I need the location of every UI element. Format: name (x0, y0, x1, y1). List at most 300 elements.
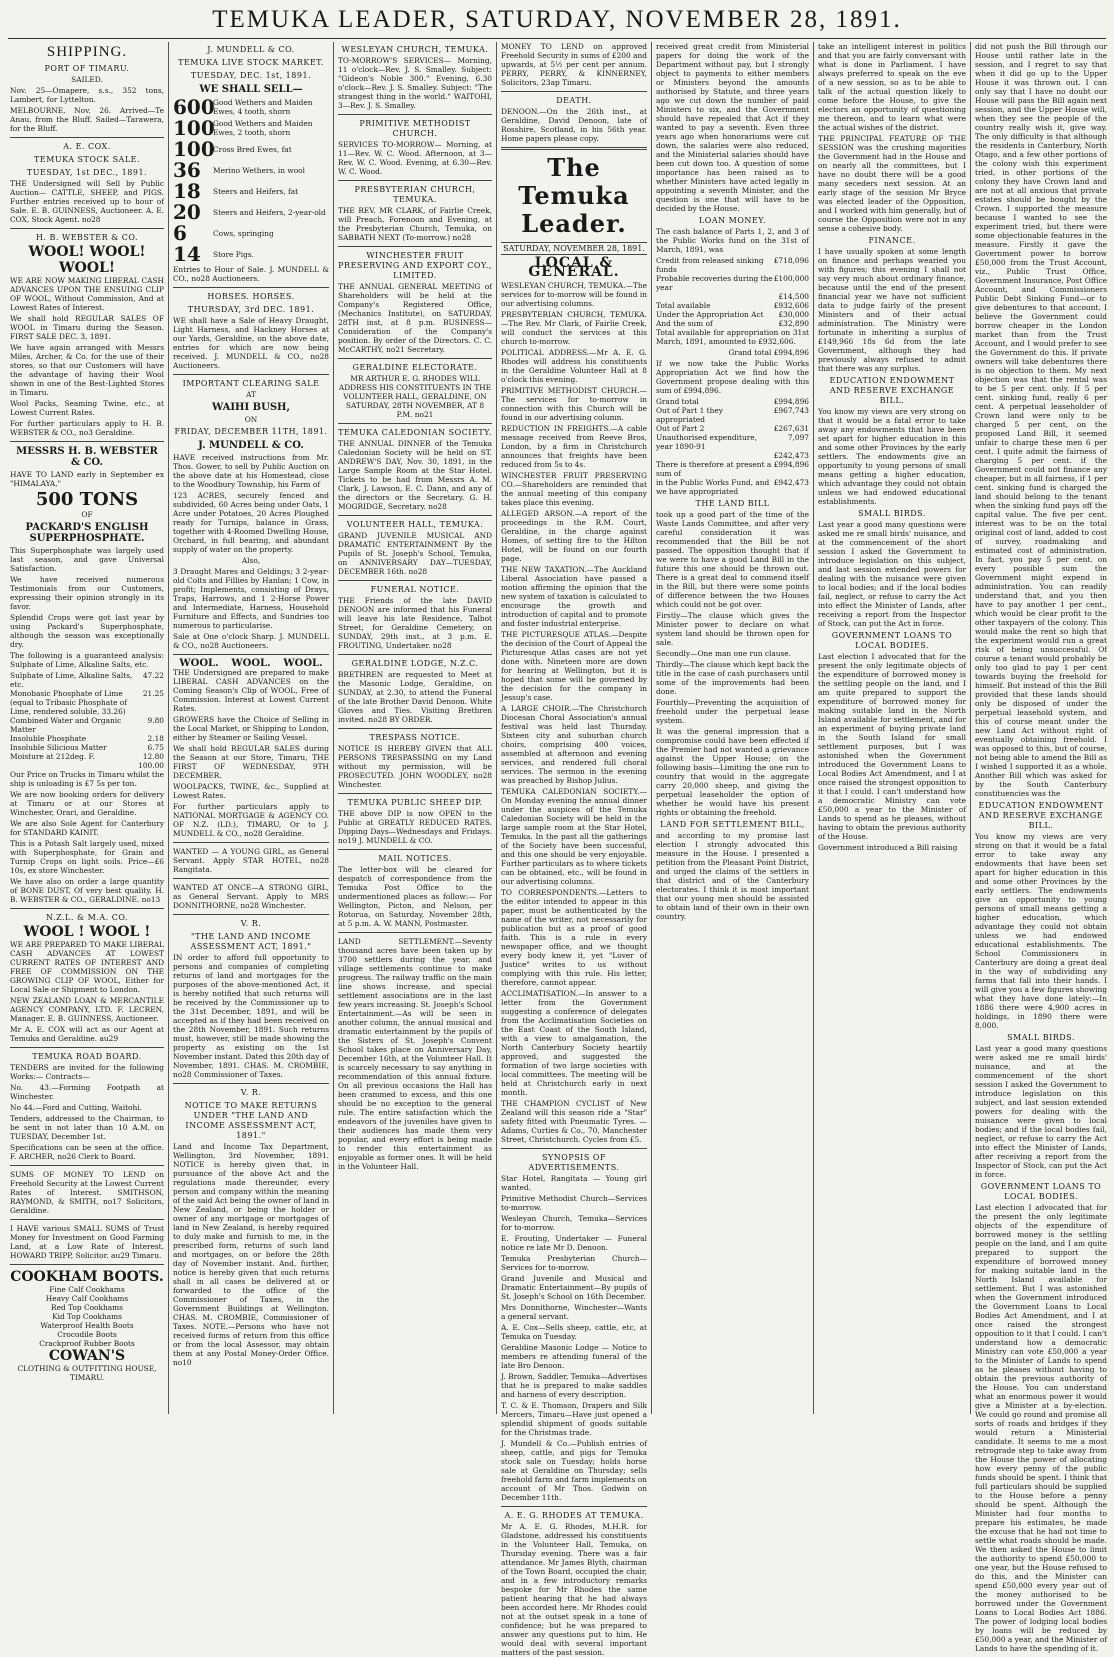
table-cell: Total available (656, 301, 711, 310)
ad-body: TENDERS are invited for the following Works:— Contracts— (10, 1063, 164, 1081)
divider (338, 580, 492, 581)
stock-item (173, 160, 329, 180)
masthead-title: TEMUKA LEADER, SATURDAY, NOVEMBER 28, 1891. (212, 6, 902, 33)
news-paragraph: TEMUKA CALEDONIAN SOCIETY.—On Monday evening the annual dinner under the auspices of the Temuka Caledonian Society will be held in the large sample room at the Star Hotel, Temuka. In the past all the gatherings of the Society have been successful, and this one should be very enjoyable. Further particulars as to where tickets can be obtained, etc., will be found in our advertising columns. (501, 787, 647, 886)
news-paragraph: LAND SETTLEMENT.—Seventy thousand acres have been taken up by 3700 settlers during the year, and village settlements continue to make progress. The railway traffic on the main line shows increase, and special settlement associations are in the last few years increasing. St. Joseph's School Entertainment.—As will be seen in another column, the annual musical and dramatic entertainment by the pupils of the Sisters of St. Joseph's Convent School takes place on Anniversary Day, December 16th, at the Volunteer Hall. It is scarcely necessary to say anything in recommendation of this annual fixture. On all previous occasions the Hall has been crammed to excess, and this one should be no exception to the general rule. The entire satisfaction which the endeavors of the juveniles have given to their audiences has made them very popular, and every effort is being made to render this entertainment as enjoyable as former ones. It will be held in the Volunteer Hall. (338, 937, 492, 1171)
ad-heading: PRIMITIVE METHODIST CHURCH. (359, 119, 471, 138)
news-paragraph: ACCLIMATISATION.—In answer to a letter from the Government suggesting a conference of delegates from the Acclimatisation Societies on the East Coast of the South Island, with a view to amalgamation, the North Canterbury Society heartily approved, and suggested the formation of two large societies with local committees. The meeting will be held at Christchurch early in next month. (501, 989, 647, 1097)
section-heading: SMALL BIRDS. (1007, 1033, 1075, 1042)
divider (173, 842, 329, 843)
divider (173, 914, 329, 915)
table-cell: £994,896 (773, 460, 809, 469)
news-paragraph: THE PICTURESQUE ATLAS.—Despite the decision of the Court of Appeal the Picturesque Atlas cases are not yet done with. Nineteen more are down for hearing at Wellington, but it is hoped that some will be governed by the decision for the company in Jessup's case. (501, 630, 647, 702)
list-item: Star Hotel, Rangitata — Young girl wanted. (501, 1174, 647, 1192)
table-cell (10, 761, 138, 770)
table-cell: 47.22 (142, 671, 164, 680)
column-rule (813, 42, 814, 1414)
section-heading: LAND FOR SETTLEMENT BILL, (660, 820, 805, 829)
ad-body: WOOLPACKS, TWINE, &c., Supplied at Lowest Rates. (173, 782, 329, 800)
divider (338, 728, 492, 729)
ad-body: Land and Income Tax Department, Wellington, 3rd November, 1891. NOTICE is hereby given that, in pursuance of the above Act and the regulations made thereunder, every person and company within the meaning of the said Act being the owner of land in New Zealand, or being the holder or owner of any mortgage or mortgages of land in New Zealand, is hereby required to duly make and furnish to me, in the prescribed form, returns of such land and mortgages, on or before the 28th day of November instant. And, further, notice is hereby given that such returns shall in all cases be delivered at or forwarded to the office of the Commissioner of Taxes, in the Government Buildings at Wellington. CHAS. M. CROMBIE, Commissioner of Taxes. NOTE.—Persons who have not received forms of return from this office or from the local Assessor, may obtain them at any Postal Money-Order Office. no10 (173, 1142, 329, 1367)
news-paragraph: Thirdly—The clause which kept back the title in the case of cash purchasers until some of the improvements had been done. (656, 660, 809, 696)
of-label: OF (81, 510, 93, 519)
cookham-heading: COOKHAM BOOTS. (10, 1269, 164, 1285)
list-item: Red Top Cookhams (51, 1303, 123, 1312)
shipping-item: MELBOURNE, Nov. 26. Arrived—Te Anau, from the Bluff. Sailed—Tarawera, for the Bluff. (10, 106, 164, 133)
table-cell: 9.80 (147, 716, 164, 725)
ad-heading: TEMUKA PUBLIC SHEEP DIP. (347, 798, 483, 807)
news-paragraph: THE CHAMPION CYCLIST of New Zealand will this season ride a "Star" safety fitted with Pneumatic Tyres. — Adams, Curties & Co., 70, Manchester Street, Christchurch. Cycles from £5. (501, 1099, 647, 1144)
stock-desc: Good Wethers and Maiden Ewes, 4 tooth, shorn (213, 98, 313, 116)
ad-body: THE ANNUAL GENERAL MEETING of Shareholders will be held at the Company's Registered Office, (Mechanics Institute), on SATURDAY, 28TH inst, at 8 p.m. BUSINESS— Consideration of the Company's position. By order of the Directors. C. C. McCARTHY, no21 Secretary. (338, 282, 492, 354)
ad-body: This Superphosphate was largely used last season, and gave Universal Satisfaction. (10, 546, 164, 573)
shipping-heading: SHIPPING. (46, 44, 128, 60)
paper-title: The Temuka Leader. (518, 153, 630, 238)
table-cell: 21.25 (142, 689, 164, 698)
ad-date: TUESDAY, DEC. 1st, 1891. (190, 71, 312, 80)
table-cell: Under the Appropriation Act (656, 310, 764, 319)
stock-item (173, 97, 329, 117)
table-row (10, 761, 164, 770)
table-cell: £932,606 (773, 301, 809, 310)
news-paragraph: If we now take the Public Works Appropriation Act we find how the Government propose dealing with this sum of £994,896. (656, 359, 809, 395)
divider (10, 908, 164, 909)
news-paragraph: You know my views are very strong on that it would be a fatal error to take away any endowments that have been set apart for higher education in this and some other Provinces by the early settlers. The endowments give an opportunity to young persons of small means getting a higher education, which advantage they could not obtain unless we had endowed educational establishments. The School Commissioners in Canterbury are doing a great deal in the way of subdividing any farms that fall into their hands. I will give you a few figures showing what they have done lately:—In 1886 there were 4,900 acres in holdings, in 1890 there were 8,000. (975, 832, 1107, 1030)
ad-body: We shall hold REGULAR SALES OF WOOL in Timaru during the Season. FIRST SALE DEC. 3, 1891. (10, 314, 164, 341)
table-cell: Sulphate of Lime, Alkaline Salts, etc. (10, 671, 133, 689)
list-item: Waterproof Health Boots (40, 1321, 134, 1330)
ad-body: We have received numerous Testimonials from our Customers, expressing their opinion strongly in its favor. (10, 575, 164, 611)
table-cell: £267,631 (773, 424, 809, 433)
ad-body: THE Undersigned will Sell by Public Auction— CATTLE, SHEEP, and PIGS. Further entries received up to hour of Sale. E. B. GUINNESS, Auctioneer. A. E. COX, Stock Agent. no28 (10, 179, 164, 224)
divider (338, 114, 492, 115)
wool-banner: WOOL! WOOL! WOOL! (28, 244, 146, 276)
table-cell: £242,473 (773, 451, 809, 460)
column-rule (970, 42, 971, 1414)
ad-body: We shall hold REGULAR SALES during the Season at our Store, Timaru, THE FIRST OF WEDNESDAY, 9TH DECEMBER. (173, 744, 329, 780)
port-heading: PORT OF TIMARU. (44, 64, 130, 73)
news-paragraph: and according to my promise last election I strongly advocated this measure in the House. I presented a petition from the Pleasant Point District, and urged the claims of the settlers in that district and of the Canterbury electorates. I think it is most important that our young men should be assisted to obtain land of their own in their own country. (656, 831, 809, 921)
ad-body: We have again arranged with Messrs Miles, Archer, & Co. for the use of their stores, so that our Customers will have the advantage of having their Wool shown in one of the Best-Lighted Stores in Timaru. (10, 343, 164, 397)
stock-count: 14 (173, 242, 201, 266)
list-item: Kid Top Cookhams (52, 1312, 122, 1321)
ad-heading: WE SHALL SELL— (199, 84, 303, 95)
column-6 (818, 42, 966, 1414)
news-paragraph: TO CORRESPONDENTS.—Letters to the editor intended to appear in this paper, must be authenticated by the name of the writer, not necessarily for publication but as a proof of good faith. This is a rule in every newspaper office, and we thought every body knew it, yet "Lover of Justice" writes to us without complying with this rule. His letter, therefore, cannot appear. (501, 888, 647, 987)
stock-desc: Cows, springing (213, 228, 274, 238)
royal-cipher: V. R. (240, 1088, 262, 1097)
divider (173, 654, 329, 655)
divider (338, 246, 492, 247)
list-item: Crackproof Rubber Boots (39, 1339, 135, 1348)
table-cell: Moisture at 212deg. F. (10, 752, 95, 761)
table-cell: 2.18 (147, 734, 164, 743)
news-paragraph: Last year a good many questions were asked me re small birds' nuisance, and at the commencement of the short session I asked the Government to introduce legislation on this subject, and last session extended powers for dealing with the nuisance were given to local bodies; and if the local bodies fail, neglect, or refuse to carry the Act into effect the Minister of Lands, after receiving a report from the Inspector of Stock, can put the Act in force. (975, 1044, 1107, 1179)
wool-label: WOOL. (179, 658, 219, 669)
stock-count: 600 (173, 95, 215, 119)
news-paragraph: take an intelligent interest in politics and that you are fairly conversant with what is done in Parliament. I have always preferred to speak on the eve of a new session, so as to be able to talk of the actual question likely to come before the House, to give the electors an opportunity of questioning me thereon, and to learn what were the actual wishes of the district. (818, 42, 966, 132)
ad-body: BRETHREN are requested to Meet at the Masonic Lodge, Geraldine, on SUNDAY, at 2.30, to attend the Funeral of the late Brother David Denoon. White Gloves and Ties. Visiting Brethren invited. no28 BY ORDER. (338, 670, 492, 724)
divider (338, 932, 492, 933)
table-cell: in the Public Works Fund, and we have appropriated (656, 478, 770, 496)
table-cell: £100,000 (773, 274, 809, 283)
table-cell: 100.00 (138, 761, 164, 770)
stock-count: 100 (173, 116, 215, 140)
news-paragraph: Total available for appropriation on 31st March, 1891, amounted to £932,606. (656, 328, 809, 346)
list-item: Fine Calf Cookhams (49, 1285, 125, 1294)
ad-date: TUESDAY, 1st DEC., 1891. (26, 168, 148, 177)
table-cell: £942,473 (773, 478, 809, 487)
cowan-heading: COWAN'S (48, 1348, 126, 1364)
sailed-label: SAILED. (71, 75, 103, 84)
ad-heading: TRESPASS NOTICE. (369, 733, 461, 742)
column-4 (501, 42, 647, 1657)
ad-date: THURSDAY, 3rd DEC. 1891. (187, 305, 315, 314)
ad-body: IN order to afford full opportunity to persons and companies of completing returns of land and mortgages for the purposes of the above-mentioned Act, it is hereby notified that such returns will be received by the Commissioner up to the 31st December, 1891, and will be accepted as if they had been received on the 28th November, 1891. Such returns must, however, still be made showing the property as existing on the 1st November instant. Dated this 20th day of November, 1891. CHAS. M. CROMBIE, no28 Commissioner of Taxes. (173, 953, 329, 1079)
table-row (656, 397, 809, 406)
column-rule (168, 42, 169, 1414)
ad-body: WE shall have a Sale of Heavy Draught, Light Harness, and Hackney Horses at our Yards, Geraldine, on the above date, entries for which are now being received. J. MUNDELL & CO., no28 Auctioneers. (173, 316, 329, 370)
table-row (10, 743, 164, 752)
table-row (656, 460, 809, 478)
news-paragraph: A LARGE CHOIR.—The Christchurch Diocesan Choral Association's annual festival was held last Thursday. Sixteen city and suburban church choirs, comprising 400 voices, assembled at afternoon and evening services, and rendered full choral services. The sermon in the evening was preached by Bishop Julius. (501, 704, 647, 785)
column-7 (975, 42, 1107, 1653)
table-cell: £32,890 (778, 319, 809, 328)
stock-count: 20 (173, 200, 201, 224)
table-cell: £30,000 (778, 310, 809, 319)
wool-label: WOOL. (283, 658, 323, 669)
news-paragraph: received great credit from Ministerial papers for doing the work of the Department without pay, but I strongly object to payments to either members or Ministers beyond the amounts authorised by Statute, and three years ago we cut down the number of paid Ministers to six, and the Government should have repealed that Act if they wanted to pay a seventh. Even three years ago when honorariums were cut down, the salaries were also reduced, and the Ministerial salaries should have been cut down too. A question of some importance has been raised as to whether Ministers have acted legally in appointing a seventh Minister, and the question is one that will have to be decided by the House. (656, 42, 809, 213)
news-paragraph: PRESBYTERIAN CHURCH, TEMUKA.—The Rev. Mr Clark, of Fairlie Creek, will conduct the services at this church to-morrow. (501, 310, 647, 346)
divider (10, 137, 164, 138)
table-cell: Combined Water and Organic Matter (10, 716, 122, 734)
table-cell: Credit from released sinking funds (656, 256, 764, 274)
table-row (656, 406, 809, 424)
ad-heading: NOTICE TO MAKE RETURNS UNDER "THE LAND AND INCOME ASSESSMENT ACT, 1891." (184, 1101, 318, 1140)
ad-body: Specifications can be seen at the office. F. ARCHER, no26 Clerk to Board. (10, 1143, 164, 1161)
table-row (656, 478, 809, 496)
news-paragraph: You know my views are very strong on that it would be a fatal error to take away any endowments that have been set apart for higher education in this and some other Provinces by the early settlers. The endowments give an opportunity to young persons of small means getting a higher education, which advantage they could not obtain unless we had endowed educational establishments. (818, 407, 966, 506)
ad-body: HAVE TO LAND early in September ex "HIMALAYA," (10, 470, 164, 488)
ad-body: Splendid Crops were got last year by using Packard's Superphosphate, although the season was exceptionally dry. (10, 613, 164, 649)
stock-item (173, 118, 329, 138)
ad-heading: WESLEYAN CHURCH, TEMUKA. (341, 45, 489, 54)
table-row (656, 274, 809, 292)
ad-body: NOTICE IS HEREBY GIVEN that ALL PERSONS TRESPASSING on my Land without my permission, will be PROSECUTED. JOHN WOODLEY, no28 Winchester. (338, 744, 492, 789)
ad-body: For further particulars apply to H. B. WEBSTER & CO., no3 Geraldine. (10, 419, 164, 437)
news-paragraph: POLITICAL ADDRESS.—Mr A. E. G. Rhodes will address his constituents in the Geraldine Volunteer Hall at 8 o'clock this evening. (501, 348, 647, 384)
divider (10, 228, 164, 229)
ad-body: We have also on order a large quantity of BONE DUST, Of very best quality. H. B. WEBSTER & CO., GERALDINE. no13 (10, 877, 164, 904)
ad-body: WANTED AT ONCE—A STRONG GIRL, as General Servant. Apply to MRS DONNITHORNE, no28 Winchester. (173, 883, 329, 910)
ad-heading: "THE LAND AND INCOME ASSESSMENT ACT, 1891." (190, 932, 312, 951)
ad-body: Tenders, addressed to the Chairman, to be sent in not later than 10 A.M. on TUESDAY, December 1st. (10, 1114, 164, 1141)
list-item: Primitive Methodist Church—Services to-morrow. (501, 1194, 647, 1212)
table-cell: There is therefore at present a sum of (656, 460, 772, 478)
divider (10, 1264, 164, 1265)
table-row (656, 292, 809, 301)
advertiser-header: MESSRS H. B. WEBSTER & CO. (16, 446, 158, 468)
table-cell: Unauthorised expenditure, year 1890-91 (656, 433, 757, 451)
section-heading: THE LAND BILL (695, 499, 770, 508)
news-paragraph: Mr A. E. G. Rhodes, M.H.R. for Gladstone, addressed his constituents in the Volunteer Hall, Temuka, on Thursday evening. There was a fair attendance. Mr James Blyth, chairman of the Town Board, occupied the chair, and in a few introductory remarks bespoke for Mr Rhodes the same patient hearing that he had always been accorded here. Mr Rhodes could not at the outset speak in a tone of confidence; but he was prepared to answer any questions put to him. He would deal with several important matters of the past session. (501, 1522, 647, 1657)
section-heading: EDUCATION ENDOWMENT AND RESERVE EXCHANGE BILL. (978, 801, 1104, 830)
ad-heading: MAIL NOTICES. (378, 854, 452, 863)
paper-dateline: SATURDAY, NOVEMBER 28, 1891. (501, 242, 647, 255)
divider (10, 1219, 164, 1220)
ad-heading: HORSES. HORSES. (207, 292, 295, 301)
ad-heading: DEATH. (556, 96, 592, 105)
divider (501, 1506, 647, 1507)
appropriation-table (656, 397, 809, 496)
news-paragraph: Government introduced a Bill raising (818, 843, 958, 852)
news-paragraph: took up a good part of the time of the Waste Lands Committee, and after very careful consideration it was recommended that the Bill be not passed. The opposition thought that if we were to have a good Land Bill in the future this one should be thrown out. There is a great deal to commend itself in the Bill, but there were some points of difference between the two Houses which could not be got over. (656, 510, 809, 609)
section-heading: EDUCATION ENDOWMENT AND RESERVE EXCHANGE BILL. (829, 376, 955, 405)
table-cell: And the sum of (656, 319, 713, 328)
divider (338, 849, 492, 850)
table-cell: 12.80 (142, 752, 164, 761)
ad-heading: FUNERAL NOTICE. (370, 585, 460, 594)
list-item: T. C. & E. Thomson, Drapers and Silk Mercers, Timaru—Have just opened a splendid shipment of goods suitable for the Christmas trade. (501, 1401, 647, 1437)
ad-body: THE Friends of the late DAVID DENOON are informed that his Funeral will leave his late Residence, Talbot Street, for Geraldine Cemetery, on SUNDAY, 29th inst., at 3 p.m. E. FROUTING, Undertaker. no28 (338, 596, 492, 650)
list-item: J. Brown, Saddler, Temuka—Advertises that he is prepared to make saddles and harness of every description. (501, 1372, 647, 1399)
ad-body: GRAND JUVENILE MUSICAL AND DRAMATIC ENTERTAINMENT By the Pupils of St. Joseph's School, Temuka, on ANNIVERSARY DAY—TUESDAY, DECEMBER 16th. no28 (338, 531, 492, 576)
column-2 (173, 42, 329, 1414)
divider (10, 1165, 164, 1166)
table-row (656, 319, 809, 328)
table-row (656, 256, 809, 274)
table-row (656, 301, 809, 310)
ad-body: 3 Draught Mares and Geldings; 3 2-year-old Colts and Fillies by Hanlan; 1 Cow, in profit; Implements, consisting of Drays, Traps, Harrows, and 1 2-Horse Power and Intermediate, Harness, Household Furniture and Effects, and Sundries too numerous to particularise. (173, 567, 329, 630)
divider (338, 793, 492, 794)
table-cell: £718,096 (773, 256, 809, 265)
advertiser-header: J. MUNDELL & CO. (198, 440, 304, 451)
ad-heading: TEMUKA LIVE STOCK MARKET. (178, 58, 324, 67)
news-paragraph: It was the general impression that a compromise could have been effected if the Premier had not wanted a grievance against the Upper House; on the following basis—Limiting the one run to country that would in the aggregate carry 20,000 sheep, and giving the perpetual leaseholder the option of whether he would have his present rights or obtaining the freehold. (656, 727, 809, 817)
ad-body: CLOTHING & OUTFITTING HOUSE, TIMARU. (17, 1364, 157, 1382)
ad-body: GROWERS have the Choice of Selling in the Local Market, or Shipping to London, either by Steamer or Sailing Vessel. (173, 715, 329, 742)
ad-body: WE ARE NOW MAKING LIBERAL CASH ADVANCES UPON THE ENSUING CLIP OF WOOL, Without Commission, And at Lowest Rates of Interest. (10, 276, 164, 312)
ad-heading: VOLUNTEER HALL, TEMUKA. (346, 520, 484, 529)
divider (501, 1148, 647, 1149)
wool-label: WOOL. (231, 658, 271, 669)
ad-body: SUMS OF MONEY TO LEND on Freehold Security at the Lowest Current Rates of Interest. SMITHSON, RAYMOND, & SMITH, no17 Solicitors, Geraldine. (10, 1170, 164, 1215)
ad-body: This is a Potash Salt largely used, mixed with Superphosphate, for Grain and Turnip Crops on light soils. Price—£6 10s, ex store Winchester. (10, 839, 164, 875)
stock-item (173, 202, 329, 222)
table-row (10, 716, 164, 734)
news-paragraph: Last election I advocated that for the present the only legitimate objects of the expenditure of borrowed money is the settling people on the land, and I am quite prepared to support the expenditure of borrowed money for making suitable land in the North Island available for settlement, and for an experiment of buying private land in the South Island for small settlement purposes, but I was astonished when the Government introduced the Government Loans to Local Bodies Act Amendment, and I at once raised the strongest opposition to it that I could. I can't understand how a democratic Ministry can vote £50,000 a year to the Minister of Lands to spend as he pleases, without having to obtain the previous authority of the House. (818, 652, 966, 841)
table-row (10, 689, 164, 716)
advertiser-header: N.Z.L. & M.A. CO. (46, 913, 128, 922)
divider (501, 91, 647, 92)
table-row (10, 734, 164, 743)
ad-body: For further particulars apply to NATIONAL MORTGAGE & AGENCY CO. OF N.Z. (LD.), TIMARU, Or to J. MUNDELL & CO., no28 Geraldine. (173, 802, 329, 838)
table-row (656, 310, 809, 319)
ad-body: Entries to Hour of Sale. J. MUNDELL & CO., no28 Auctioneers. (173, 265, 329, 283)
ad-body: Sale at One o'clock Sharp. J. MUNDELL & CO., no28 Auctioneers. (173, 632, 329, 650)
table-row (656, 424, 809, 433)
ad-body: TO-MORROW'S SERVICES— Morning, 11 o'clock—Rev. J. S. Smalley. Subject: "Gideon's Noble 300." Evening, 6.30 o'clock—Rev. J. S. Smalley. Subject: "The strangest thing in the world." WAITOHI, 3—Rev. J. S. Smalley. (338, 56, 492, 110)
news-paragraph: PRIMITIVE METHODIST CHURCH.—The services for to-morrow in connection with this Church will be found in our advertising column. (501, 386, 647, 422)
ad-body: WANTED — A YOUNG GIRL, as General Servant. Apply STAR HOTEL, no28 Rangitata. (173, 847, 329, 874)
divider (338, 654, 492, 655)
stock-desc: Cross Bred Ewes, fat (213, 144, 292, 154)
section-heading: LOAN MONEY. (698, 216, 767, 225)
ad-heading: IMPORTANT CLEARING SALE (182, 379, 320, 388)
news-paragraph: WESLEYAN CHURCH, TEMUKA.—The services for to-morrow will be found in our advertising columns. (501, 281, 647, 308)
ad-body: Wool Packs, Seaming Twine, etc., at Lowest Current Rates. (10, 399, 164, 417)
loan-table (656, 256, 809, 328)
divider (173, 287, 329, 288)
ad-body: MR ARTHUR E. G. RHODES WILL ADDRESS HIS CONSTITUENTS IN THE VOLUNTEER HALL, GERALDINE, ON SATURDAY, 28TH NOVEMBER, AT 8 P.M. no21 (338, 374, 492, 419)
ad-heading: GERALDINE ELECTORATE. (352, 363, 478, 372)
packard-heading: PACKARD'S ENGLISH SUPERPHOSPHATE. (25, 522, 149, 544)
list-item: Heavy Calf Cookhams (45, 1294, 129, 1303)
ad-body: THE REV. MR CLARK, of Fairlie Creek, will Preach, Forenoon and Evening, at the Presbyterian Church, Temuka, on SABBATH NEXT (To-morrow.) no28 (338, 206, 492, 242)
section-heading: FINANCE. (868, 236, 916, 245)
ad-heading: TEMUKA CALEDONIAN SOCIETY. (338, 428, 492, 437)
divider (173, 878, 329, 879)
section-heading: A. E. G. RHODES AT TEMUKA. (504, 1511, 644, 1520)
column-rule (496, 42, 497, 1414)
wool-banner: WOOL ! WOOL ! (23, 924, 151, 940)
stock-desc: Good Wethers and Maiden Ewes, 2 tooth, shorn (213, 119, 313, 137)
advertiser-header: A. E. COX. (63, 142, 111, 151)
news-paragraph: Firstly—The clause which gives the Minister power to declare on what system land should be thrown open for sale. (656, 611, 809, 647)
table-cell: £994,896 (773, 397, 809, 406)
ad-body: The letter-box will be cleared for despatch of correspondence from the Temuka Post Office to the undermentioned places as follow:— For Wellington, Picton, and Nelson, per Rotorua, on Saturday, November 28th, at 5 p.m. A. W. MANN, Postmaster. (338, 865, 492, 928)
news-paragraph: I have usually spoken at some length on finance and perhaps wearied you with figures; this evening I shall not say very much about ordinary finance, because until the end of the present financial year we have not sufficient data to judge fairly of the present Ministers and of their actual administration. The Ministry were fortunate in inheriting a surplus of £149,966 18s 6d from the late Government, although they had previously always refused to admit that there was any surplus. (818, 247, 966, 373)
ad-heading: GERALDINE LODGE, N.Z.C. (351, 659, 479, 668)
stock-desc: Steers and Heifers, fat (213, 186, 299, 196)
stock-desc: Steers and Heifers, 2-year-old (213, 207, 326, 217)
ad-body: Mr A. E. COX will act as our Agent at Temuka and Geraldine. au29 (10, 1025, 164, 1043)
divider (10, 441, 164, 442)
table-cell: Grand total (656, 397, 699, 406)
news-paragraph: Secondly—One man one run clause. (656, 649, 792, 658)
table-cell: Out of Part 2 (656, 424, 705, 433)
ad-body: THE Undersigned are prepared to make LIBERAL CASH ADVANCES on the Coming Season's Clip of WOOL, Free of Commission. Interest at Lowest Current Rates. (173, 668, 329, 713)
column-3 (338, 42, 492, 1414)
ad-label: ON (244, 415, 258, 424)
news-paragraph: THE PRINCIPAL FEATURE OF THE SESSION was the crushing majorities the Government had in the House and on nearly all the committees, but I have no doubt there will be a good many seceders next session. At an early stage of the session Mr Bryce was elected leader of the Opposition, and I worked with him generally, but of course the Opposition were not in any sense a cohesive body. (818, 134, 966, 233)
section-heading: SMALL BIRDS. (858, 509, 926, 518)
divider (10, 1047, 164, 1048)
news-paragraph: did not push the Bill through our House until rather late in the session, and I regret to say that when it did go up to the Upper House it was thrown out. I can only say that I have no doubt our House will pass the Bill again next session, and the Upper House will, when they see the people of the country really wish it, give way. The only difficulty is that although the residents in Canterbury, North Otago, and a few other portions of the colony wish this experiment tried, in other portions of the colony they have Crown land and are not at all anxious that private estates should be bought by the Crown. I supported the measure because I wanted to see the experiment tried, but there were some objectionable features in the measure. Firstly it gave the Government power to borrow £50,000 from the Trust Account, viz., Public Trust Office, Government Insurance, Post Office Account, and Commissioners Public Debt Sinking Fund—or to give debentures to that account. I believe the Government could borrow cheaper in the London market than from the Trust Account, and I would prefer to see the Government do this. If private owners will take debentures there is no objection to them. My next objection was that the rental was to be 5 per cent. only. If 5 per cent. sinking fund, really 6 per cent. A perpetual leaseholder of Crown land were only to be charged 5 per cent, on the proposed Land Bill, it seemed unfair to charge these men 6 per cent. I quite admit the fairness of charging 5 per cent. if the Government could not finance any cheaper, but in all fairness, if 1 per cent. sinking fund is charged the land should belong to the tenant when the sinking fund pays off the capital value. The five per cent. interest was to be on the total original cost of land, added to cost of survey, roadmaking and estimated cost of administration. In fact, you pay 5 per cent. on every possible sum the Government might expend in administration. You can readily understand that, and you then have to pay another 1 per cent., which would be clear profit to the other taxpayers of the colony. This would make the rent so high that the experiment would run a great risk of being unsuccessful. Of course a tenant would probably be only too glad to pay 1 per cent towards buying the freehold for himself. But instead of this the Bill provided that these lands should only be disposed of under the perpetual leasehold system, and this of course meant under the new Land Act without right of eventually obtaining freehold. I was opposed to this, but of course, not being able to amend the Bill as I wished I supported it as a whole. Another Bill which was asked for by the South Canterbury constituencies was the (975, 42, 1107, 798)
news-paragraph: WINCHESTER FRUIT PRESERVING CO.—Shareholders are reminded that the annual meeting of this company takes place this evening. (501, 471, 647, 507)
table-cell (656, 451, 774, 460)
ad-body: MONEY TO LEND on approved Freehold Security in sums of £200 and upwards, at 5½ per cent per annum. PERRY, PERRY, & KINNERNEY, Solicitors, 23ap Timaru. (501, 42, 647, 87)
stock-item (173, 244, 329, 264)
table-cell: Out of Part 1 they appropriated (656, 406, 723, 424)
divider (338, 423, 492, 424)
ad-body: No 44.—Ford and Cutting, Waitohi. (10, 1103, 142, 1112)
column-1 (10, 42, 164, 1414)
list-item: Wesleyan Church, Temuka—Services for to-morrow. (501, 1214, 647, 1232)
ad-body: We are now booking orders for delivery at Timaru or at our Stores at Winchester, Orari, and Geraldine. (10, 790, 164, 817)
ad-body: 123 ACRES, securely fenced and subdivided, 60 Acres being under Oats, 1 Acre under Potatoes, 20 Acres Ploughed ready for Turnips, balance in Grass, together with 4-Roomed Dwelling House, Orchard, in full bearing, and abundant supply of water on the property. (173, 491, 329, 554)
list-item: Mrs Donnithorne, Winchester—Wants a general servant. (501, 1303, 647, 1321)
ad-body: Our Price on Trucks in Timaru whilst the ship is unloading is £7 5s per ton. (10, 770, 164, 788)
news-paragraph: The cash balance of Parts 1, 2, and 3 of the Public Works fund on the 31st of March, 1891, was (656, 227, 809, 254)
table-row (10, 671, 164, 689)
table-row (656, 451, 809, 460)
ad-heading: PRESBYTERIAN CHURCH, TEMUKA. (354, 185, 476, 204)
stock-item (173, 139, 329, 159)
stock-count: 18 (173, 179, 201, 203)
advertiser-header: H. B. WEBSTER & CO. (35, 233, 139, 242)
stock-desc: Store Pigs. (213, 249, 254, 259)
shipping-item: Nov. 25—Omapere, s.s., 352 tons, Lambert, for Lyttelton. (10, 86, 164, 104)
ad-heading: WINCHESTER FRUIT PRESERVING AND EXPORT COY., LIMITED. (338, 251, 492, 280)
table-cell: £967,743 (773, 406, 809, 415)
stock-desc: Merino Wethers, in wool (213, 165, 305, 175)
column-rule (651, 42, 652, 1414)
table-cell: Insoluble Phosphate (10, 734, 87, 743)
masthead (0, 0, 1114, 38)
ad-body: Also, (241, 556, 261, 565)
ad-body: We are also Sole Agent for Canterbury for STANDARD KAINIT. (10, 819, 164, 837)
stock-count: 6 (173, 221, 187, 245)
divider (338, 515, 492, 516)
ad-body: DENOON.—On the 26th inst., at Geraldine, David Denoon, late of Rosshire, Scotland, in his 56th year. Home papers please copy. (501, 107, 647, 143)
ad-body: THE ANNUAL DINNER of the Temuka Caledonian Society will be held on ST. ANDREW'S DAY, Nov. 30, 1891, in the Large Sample Room at the Star Hotel. Tickets to be had from Messrs A. M. Clark, J. Lawson, E. C. Dann, and any of the directors or the Secretary. G. H. MOGRIDGE, Secretary. no28 (338, 439, 492, 511)
ad-body: SERVICES TO-MORROW— Morning, at 11—Rev. W. C. Wood. Afternoon, at 3—Rev. W. C. Wood. Evening, at 6.30—Rev. W. C. Wood. (338, 140, 492, 176)
news-paragraph: Last election I advocated that for the present the only legitimate objects of the expenditure of borrowed money is the settling people on the land, and I am quite prepared to support the expenditure of borrowed money for making suitable land in the North Island available for settlement. But I was astonished when the Government introduced the Government Loans to Local Bodies Act Amendment, and I at once raised the strongest opposition to it that I could. I can't understand how a democratic Ministry can vote £50,000 a year to the Minister of Lands to spend as he pleases without having to obtain the previous authority of the House. You can understand what an enormous power it would give a Minister at a by-election. We could go round and promise all sorts of roads and bridges if they would return a Ministerial candidate. It seems to me a most retrograde step to take away from the House the power of allocating how every penny of the public funds should be spent. I think that full particulars should be supplied to the House before a penny should be spent. Although the Minister had four months to prepare his estimates, he made the excuse that he had not time to settle what roads should be made. We then asked the House to limit the authority to spend £50,000 to one year, but the House refused to do this, and the Minister can spend £50,000 every year out of the money authorised to be borrowed under the Government Loans to Local Bodies Act 1886. The power of lodging local bodies by loans will be reduced by £50,000 a year, and the Minister of Lands to have the spending of it. (975, 1203, 1107, 1653)
royal-cipher: V. R. (240, 919, 262, 928)
ad-body: HAVE received instructions from Mr. Thos. Gower, to sell by Public Auction on the above date at his Homestead, close to the Woodbury Township, his Farm of (173, 453, 329, 489)
table-cell: Monobasic Phosphate of Lime (equal to Tribasic Phosphate of Lime, rendered soluble, 33.26) (10, 689, 127, 716)
tons-banner: 500 TONS (35, 489, 139, 510)
ad-heading: TEMUKA STOCK SALE. (33, 155, 141, 164)
masthead-rule (8, 38, 1106, 39)
news-paragraph: Last year a good many questions were asked me re small birds' nuisance, and at the commencement of the short session I asked the Government to introduce legislation on this subject, and last session extended powers for dealing with the nuisance were given to local bodies; and if the local bodies fail, neglect, or refuse to carry the Act into effect the Minister of Lands, after receiving a report from the Inspector of Stock, can put the Act in force. (818, 520, 966, 628)
ad-label: AT (246, 390, 256, 399)
divider (338, 180, 492, 181)
table-cell: Probable recoveries during the year (656, 274, 773, 292)
divider (501, 147, 647, 150)
ad-body: WE ARE PREPARED TO MAKE LIBERAL CASH ADVANCES AT LOWEST CURRENT RATES OF INTEREST AND FREE OF COMMISSION ON THE GROWING CLIP OF WOOL, Either for Local Sale or Shipment to London. (10, 940, 164, 994)
table-cell: 7,097 (787, 433, 809, 442)
divider (173, 374, 329, 375)
list-item: E. Frouting, Undertaker — Funeral notice re late Mr D. Denoon. (501, 1234, 647, 1252)
stock-count: 36 (173, 158, 201, 182)
news-paragraph: THE NEW TAXATION.—The Auckland Liberal Association have passed a motion affirming the opinion that the new system of taxation is calculated to encourage the growth and introduction of capital and to promote and foster industrial enterprise. (501, 565, 647, 628)
wool-banner (173, 659, 329, 668)
section-heading: LOCAL & GENERAL. (528, 255, 620, 280)
ad-body: THE above DIP is now OPEN to the Public at GREATLY REDUCED RATES. Dipping Days—Wednesdays and Fridays. no19 J. MUNDELL & CO. (338, 809, 492, 845)
table-cell: £14,500 (778, 292, 809, 301)
table-cell: Insoluble Silicious Matter (10, 743, 107, 752)
list-item: J. Mundell & Co.—Publish entries of sheep, cattle, and pigs for Temuka stock sale on Tuesday; holds horse sale at Geraldine on Thursday; sells freehold farm and farm implements on account of Mr Thos. Godwin on December 11th. (501, 1439, 647, 1502)
table-row (656, 433, 809, 451)
table-cell (656, 292, 774, 301)
divider (338, 358, 492, 359)
list-item: Geraldine Masonic Lodge — Notice to members re attending funeral of the late Bro Denoon. (501, 1343, 647, 1370)
section-heading: GOVERNMENT LOANS TO LOCAL BODIES. (831, 631, 953, 650)
advertiser-header: J. MUNDELL & CO. (207, 45, 295, 54)
column-rule (333, 42, 334, 1414)
ad-heading: WAIHI BUSH, (212, 402, 290, 413)
ad-body: No. 43.—Forming Footpath at Winchester. (10, 1083, 164, 1101)
column-5 (656, 42, 809, 1414)
stock-count: 100 (173, 137, 215, 161)
news-paragraph: Fourthly—Preventing the acquisition of freehold under the perpetual lease system. (656, 698, 809, 725)
ad-body: I HAVE various SMALL SUMS of Trust Money for Investment on Good Farming Land, at a Low Rate of Interest. HOWARD TRIPP, Solicitor. au29 Timaru. (10, 1224, 164, 1260)
table-cell: 6.75 (147, 743, 164, 752)
news-paragraph: Grand total £994,896 (728, 348, 809, 357)
list-item: A. E. Cox—Sells sheep, cattle, etc, at Temuka on Tuesday. (501, 1323, 647, 1341)
